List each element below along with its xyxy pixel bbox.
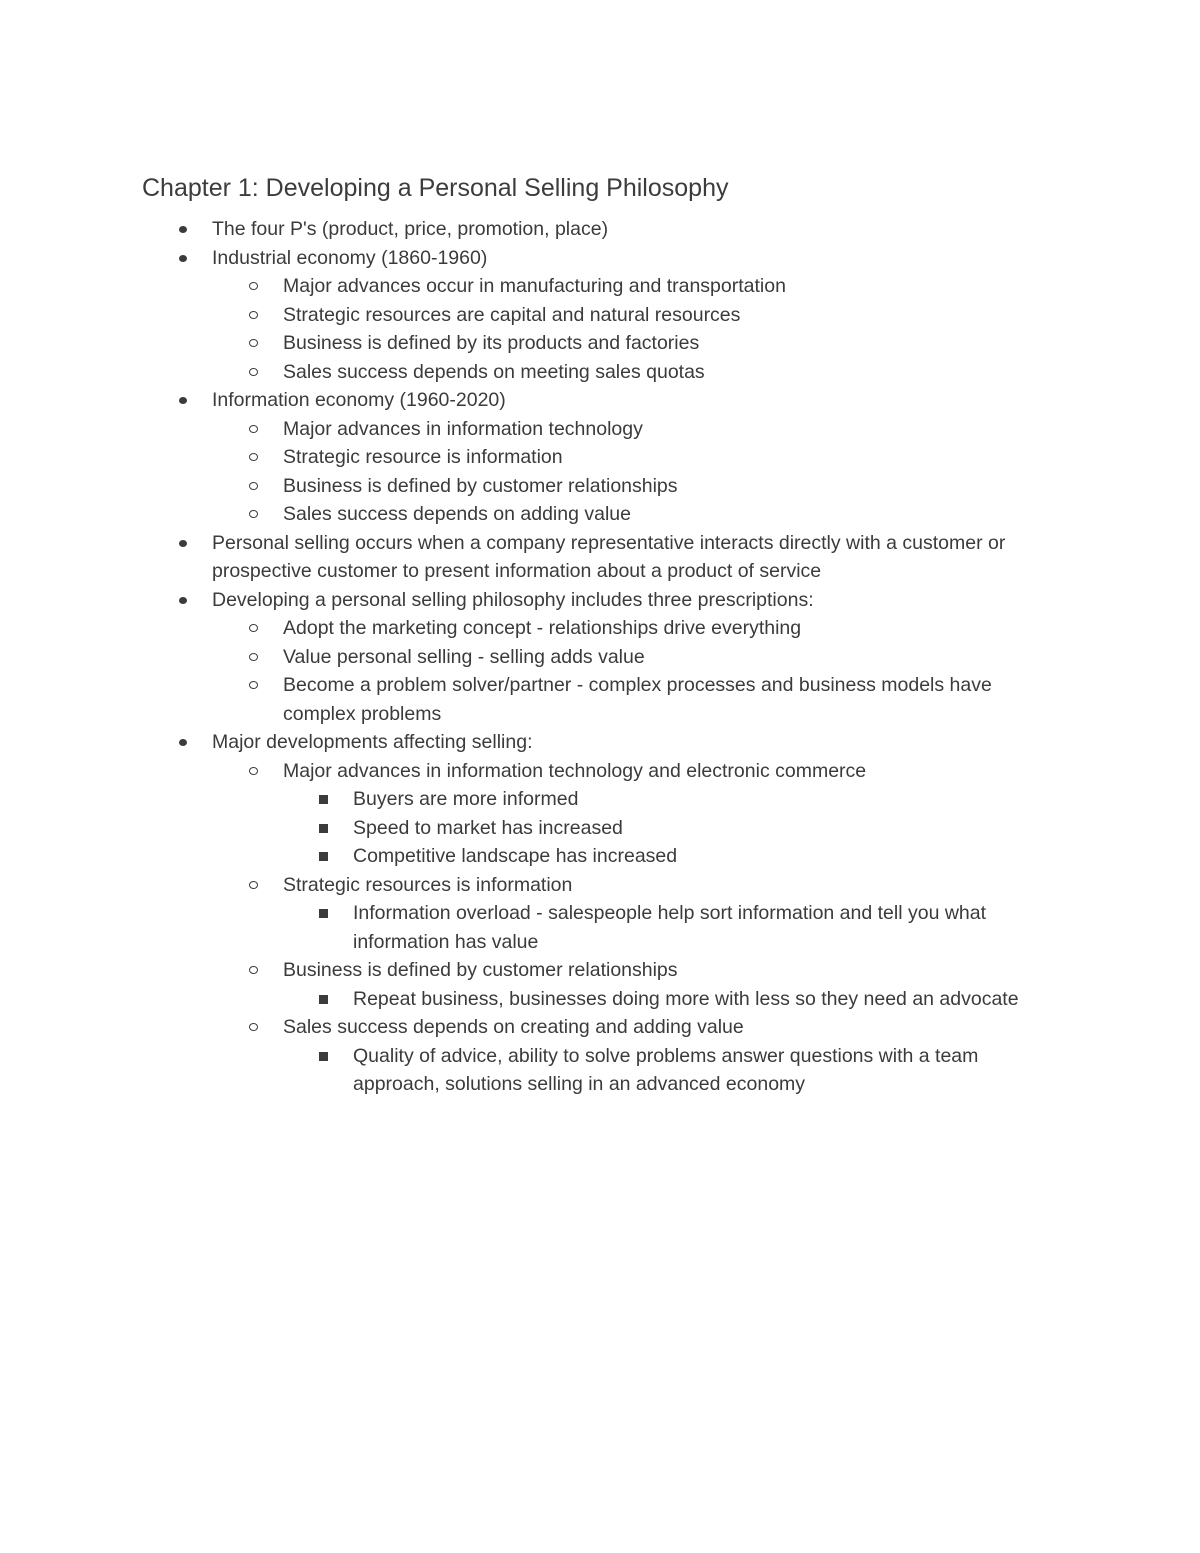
list-item-text: Information economy (1960-2020): [212, 389, 506, 411]
sub-sub-list-item-text: Competitive landscape has increased: [353, 845, 678, 867]
bullet-disc-icon: [179, 540, 187, 547]
sub-list-item-text: Sales success depends on meeting sales quotas: [283, 360, 705, 383]
sub-list-item-text: Business is defined by its products and factories: [283, 332, 700, 354]
sub-list-item-text: Major advances in information technology: [283, 417, 643, 440]
sub-list-item-text: Sales success depends on creating and adding value: [283, 1016, 744, 1038]
bullet-circle-icon: [249, 966, 258, 974]
list-item-text: Major developments affecting selling:: [212, 731, 533, 753]
bullet-square-icon: [319, 795, 328, 804]
sub-sub-list-item-text: Speed to market has increased: [353, 816, 623, 839]
sub-list-item: [0, 472, 1033, 501]
bullet-circle-icon: [249, 453, 258, 461]
sub-sub-list-item-text: Information overload - salespeople help sort information and tell you what information has value: [353, 902, 987, 953]
sub-list-item: [0, 443, 1033, 472]
sub-sub-list-item: [0, 899, 1063, 956]
bullet-circle-icon: [249, 1023, 258, 1031]
sub-list-item: [0, 358, 1033, 387]
sub-list-item-text: Major advances in information technology and electronic commerce: [283, 759, 867, 782]
bullet-square-icon: [319, 852, 328, 861]
outline: [0, 215, 1200, 1099]
sub-list-item: [0, 272, 1033, 301]
sub-list-item-text: Strategic resources are capital and natural resources: [283, 303, 741, 326]
sub-list-item: [0, 329, 1033, 358]
bullet-circle-icon: [249, 767, 258, 775]
bullet-disc-icon: [179, 597, 187, 604]
bullet-disc-icon: [179, 739, 187, 746]
list-item-text: Personal selling occurs when a company representative interacts directly with a customer or prospective customer to present information about a product of service: [212, 531, 1006, 582]
bullet-list: [0, 215, 1200, 1099]
list-item: [0, 529, 1012, 586]
chapter-title: Chapter 1: Developing a Personal Selling Philosophy: [142, 174, 729, 202]
sub-sub-list-item: [0, 1042, 1063, 1099]
sub-list-item: [0, 614, 1033, 643]
sub-list-item-text: Adopt the marketing concept - relationships drive everything: [283, 617, 802, 639]
sub-sub-list-item-text: Repeat business, businesses doing more with less so they need an advocate: [353, 987, 1019, 1010]
list-item: [0, 728, 1012, 757]
sub-list-item: [0, 415, 1033, 444]
list-item-text: Developing a personal selling philosophy includes three prescriptions:: [212, 588, 814, 611]
bullet-circle-icon: [249, 311, 258, 319]
list-item: [0, 215, 1012, 244]
bullet-circle-icon: [249, 482, 258, 490]
bullet-circle-icon: [249, 368, 258, 376]
bullet-square-icon: [319, 995, 328, 1004]
bullet-square-icon: [319, 824, 328, 833]
bullet-circle-icon: [249, 681, 258, 689]
sub-list-item-text: Sales success depends on adding value: [283, 503, 631, 525]
sub-list-item: [0, 757, 1033, 786]
list-item: [0, 586, 1012, 615]
sub-list-item-text: Business is defined by customer relationships: [283, 959, 678, 981]
sub-list-item: [0, 671, 1033, 728]
sub-sub-list-item-text: Quality of advice, ability to solve problems answer questions with a team approach, solutions selling in an advanced economy: [353, 1044, 979, 1095]
sub-sub-list-item-text: Buyers are more informed: [353, 788, 579, 810]
sub-list-item: [0, 871, 1033, 900]
sub-list-item: [0, 956, 1033, 985]
bullet-circle-icon: [249, 653, 258, 661]
sub-list-item-text: Strategic resource is information: [283, 446, 563, 468]
sub-list-item-text: Become a problem solver/partner - complex processes and business models have complex problems: [283, 674, 992, 725]
bullet-circle-icon: [249, 881, 258, 889]
bullet-circle-icon: [249, 282, 258, 290]
bullet-disc-icon: [179, 226, 187, 233]
bullet-disc-icon: [179, 397, 187, 404]
sub-sub-list-item: [0, 985, 1063, 1014]
sub-list-item-text: Value personal selling - selling adds value: [283, 645, 645, 668]
sub-list-item-text: Business is defined by customer relationships: [283, 474, 678, 497]
list-item: [0, 386, 1012, 415]
sub-list-item: [0, 301, 1033, 330]
bullet-square-icon: [319, 909, 328, 918]
bullet-circle-icon: [249, 339, 258, 347]
bullet-disc-icon: [179, 255, 187, 262]
sub-sub-list-item: [0, 814, 1063, 843]
list-item: [0, 244, 1012, 273]
bullet-square-icon: [319, 1052, 328, 1061]
sub-list-item-text: Strategic resources is information: [283, 873, 573, 896]
sub-list-item: [0, 1013, 1033, 1042]
sub-list-item: [0, 500, 1033, 529]
bullet-circle-icon: [249, 510, 258, 518]
sub-list-item: [0, 643, 1033, 672]
sub-list-item-text: Major advances occur in manufacturing and transportation: [283, 275, 786, 297]
bullet-circle-icon: [249, 624, 258, 632]
list-item-text: The four P's (product, price, promotion, place): [212, 218, 609, 240]
sub-sub-list-item: [0, 785, 1063, 814]
list-item-text: Industrial economy (1860-1960): [212, 246, 488, 269]
sub-sub-list-item: [0, 842, 1063, 871]
bullet-circle-icon: [249, 425, 258, 433]
